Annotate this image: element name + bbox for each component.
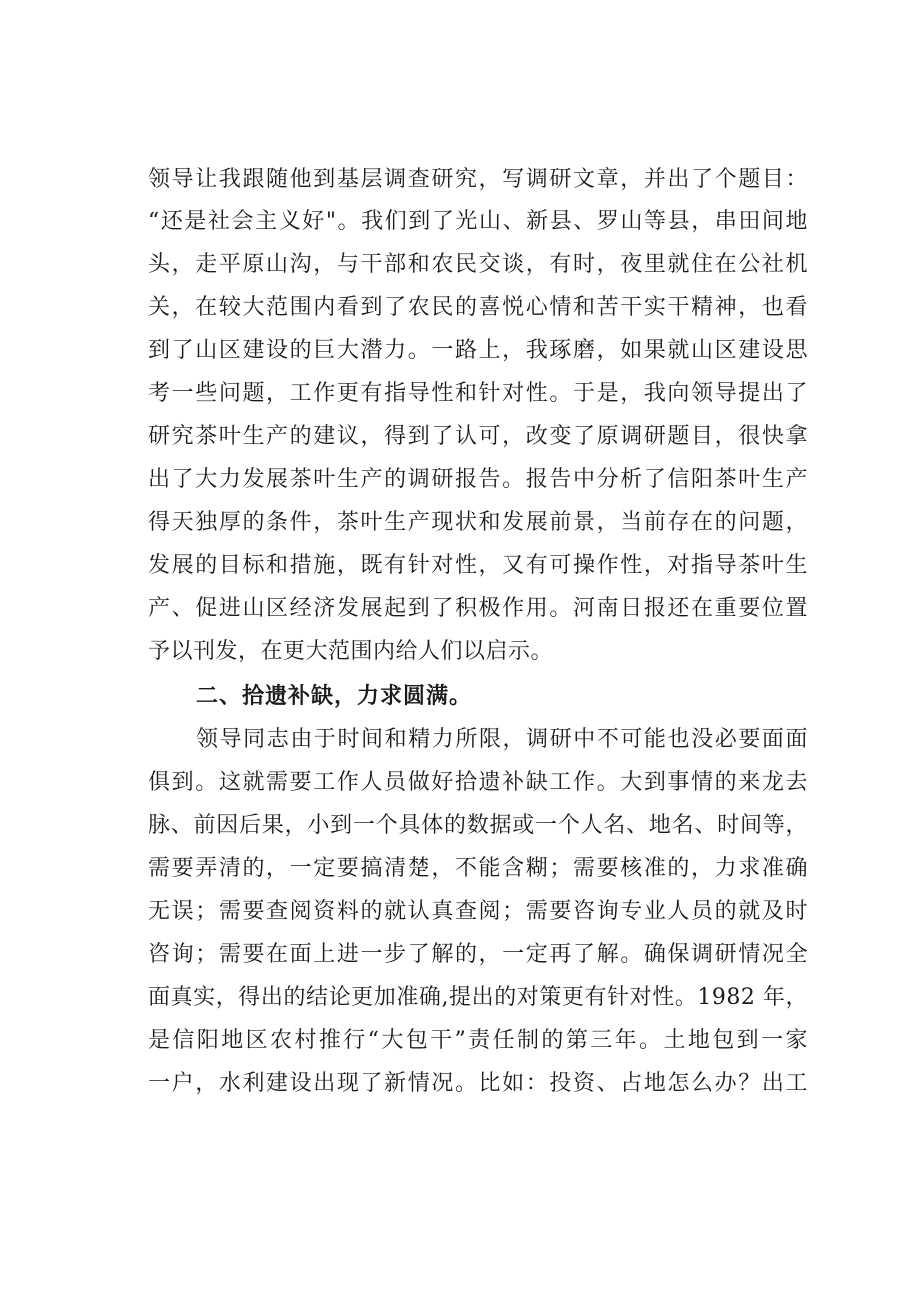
paragraph-1-line-6: 考一些问题，工作更有指导性和针对性。于是，我向领导提出了 bbox=[148, 381, 808, 406]
paragraph-2-line-7: 面真实，得出的结论更加准确,提出的对策更有针对性。1982 年， bbox=[148, 985, 808, 1010]
paragraph-2-line-6: 咨询；需要在面上进一步了解的，一定再了解。确保调研情况全 bbox=[148, 942, 808, 967]
paragraph-1-line-3: 头，走平原山沟，与干部和农民交谈，有时，夜里就住在公社机 bbox=[148, 252, 808, 277]
section-heading-2: 二、拾遗补缺，力求圆满。 bbox=[196, 684, 473, 709]
paragraph-2-line-5: 无误；需要查阅资料的就认真查阅；需要咨询专业人员的就及时 bbox=[148, 899, 808, 924]
paragraph-1-line-1: 领导让我跟随他到基层调查研究，写调研文章，并出了个题目： bbox=[148, 167, 808, 192]
paragraph-1-line-11: 产、促进山区经济发展起到了积极作用。河南日报还在重要位置 bbox=[148, 596, 808, 621]
paragraph-1-line-2: “还是社会主义好"。我们到了光山、新县、罗山等县，串田间地 bbox=[148, 209, 808, 234]
paragraph-2-line-9: 一户，水利建设出现了新情况。比如：投资、占地怎么办？出工 bbox=[148, 1071, 808, 1096]
paragraph-1-line-12: 予以刊发，在更大范围内给人们以启示。 bbox=[148, 639, 554, 664]
paragraph-1-line-7: 研究茶叶生产的建议，得到了认可，改变了原调研题目，很快拿 bbox=[148, 424, 808, 449]
paragraph-1-line-8: 出了大力发展茶叶生产的调研报告。报告中分析了信阳茶叶生产 bbox=[148, 467, 808, 492]
paragraph-1-line-5: 到了山区建设的巨大潜力。一路上，我琢磨，如果就山区建设思 bbox=[148, 338, 808, 363]
paragraph-1-line-4: 关，在较大范围内看到了农民的喜悦心情和苦干实干精神，也看 bbox=[148, 295, 808, 320]
paragraph-2-line-2: 俱到。这就需要工作人员做好拾遗补缺工作。大到事情的来龙去 bbox=[148, 770, 808, 795]
paragraph-2-line-4: 需要弄清的，一定要搞清楚，不能含糊；需要核准的，力求准确 bbox=[148, 856, 808, 881]
paragraph-2-line-3: 脉、前因后果，小到一个具体的数据或一个人名、地名、时间等， bbox=[148, 813, 808, 838]
paragraph-2-line-8: 是信阳地区农村推行“大包干”责任制的第三年。土地包到一家 bbox=[148, 1028, 808, 1053]
paragraph-1-line-9: 得天独厚的条件，茶叶生产现状和发展前景，当前存在的问题， bbox=[148, 510, 808, 535]
paragraph-2-line-1: 领导同志由于时间和精力所限，调研中不可能也没必要面面 bbox=[196, 727, 808, 752]
paragraph-1-line-10: 发展的目标和措施，既有针对性，又有可操作性，对指导茶叶生 bbox=[148, 553, 808, 578]
